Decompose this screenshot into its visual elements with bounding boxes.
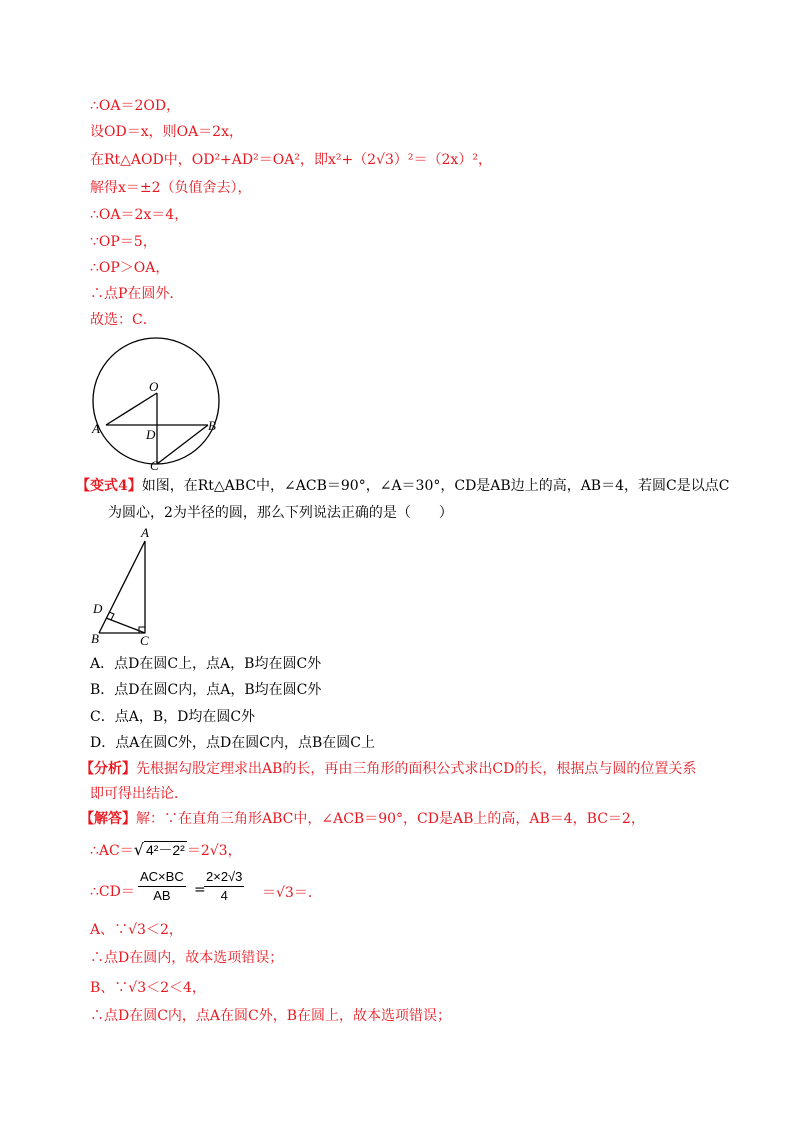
solution-line-4: 解得x＝±2（负值舍去）， [90, 180, 252, 196]
figure2-label-d: D [93, 601, 103, 616]
figure1-label-a: A [92, 421, 100, 436]
option-b: B．点D在圆C内，点A，B均在圆C外 [90, 682, 322, 698]
answer-line-b2: ∴点D在圆C内，点A在圆C外，B在圆上，故本选项错误； [90, 1008, 452, 1024]
figure2-label-b: B [91, 631, 99, 646]
analysis-line-2: 即可得出结论． [90, 786, 188, 802]
answer-ac-radicand: 4²－2² [145, 842, 185, 858]
analysis-text-1: 先根据勾股定理求出AB的长，再由三角形的面积公式求出CD的长，根据点与圆的位置关系 [136, 761, 697, 777]
answer-cd-prefix: ∴CD＝ [90, 884, 135, 900]
cd-fraction-2-denominator: 4 [220, 888, 228, 903]
variant-question-line-2: 为圆心，2为半径的圆，那么下列说法正确的是（ ） [108, 505, 453, 521]
solution-line-1: ∴OA＝2OD， [90, 98, 181, 114]
cd-fraction-2 [204, 868, 244, 905]
analysis-tag: 【分析】 [80, 761, 136, 777]
option-a: A．点D在圆C上，点A，B均在圆C外 [90, 656, 322, 672]
answer-text-1: 解：∵在直角三角形ABC中，∠ACB＝90°，CD是AB上的高，AB＝4，BC＝2， [136, 811, 645, 827]
solution-line-7: ∴OP＞OA， [90, 260, 170, 276]
variant-question-line-1 [76, 476, 729, 496]
cd-fraction-1-denominator: AB [153, 888, 171, 903]
answer-cd-result: ＝√3＝． [262, 885, 322, 901]
figure1-label-o: O [149, 379, 159, 394]
option-d: D．点A在圆C外，点D在圆C内，点B在圆C上 [90, 735, 375, 751]
answer-line-b: B、∵√3＜2＜4， [90, 980, 206, 996]
answer-line-1 [80, 809, 645, 829]
cd-equals: = [194, 882, 206, 898]
figure1-label-d: D [146, 427, 156, 442]
cd-fraction-2-numerator: 2×2√3 [204, 868, 244, 887]
answer-tag: 【解答】 [80, 811, 136, 827]
solution-line-6: ∵OP＝5， [90, 234, 157, 250]
triangle-figure [88, 525, 158, 650]
solution-line-3: 在Rt△AOD中，OD²+AD²＝OA²，即x²+（2√3）²＝（2x）²， [90, 152, 492, 168]
option-c: C．点A，B，D均在圆C外 [90, 709, 256, 725]
answer-line-a: A、∵√3＜2， [90, 922, 183, 938]
solution-line-8: ∴点P在圆外． [90, 286, 184, 302]
solution-line-2: 设OD＝x，则OA＝2x， [90, 124, 243, 140]
figure2-label-c: C [140, 633, 149, 648]
solution-line-9: 故选：C． [90, 312, 157, 328]
answer-line-a2: ∴点D在圆内，故本选项错误； [90, 950, 284, 966]
figure1-label-c: C [150, 458, 159, 470]
answer-ac-result: ＝2√3， [186, 843, 242, 859]
solution-line-5: ∴OA＝2x＝4， [90, 207, 189, 223]
cd-fraction-1 [138, 868, 186, 905]
variant-question-text-1: 如图，在Rt△ABC中，∠ACB＝90°，∠A＝30°，CD是AB边上的高，AB＝4，若圆C是以点C [141, 478, 730, 494]
cd-fraction-1-numerator: AC×BC [138, 868, 186, 887]
sqrt-symbol: √ [133, 840, 144, 859]
circle-figure [90, 335, 230, 470]
answer-ac-prefix: ∴AC＝ [90, 843, 134, 859]
figure2-label-a: A [141, 525, 149, 540]
variant-tag: 【变式4】 [76, 478, 142, 494]
figure1-label-b: B [208, 418, 216, 433]
analysis-line-1 [80, 759, 696, 779]
answer-ac-line [90, 840, 242, 861]
